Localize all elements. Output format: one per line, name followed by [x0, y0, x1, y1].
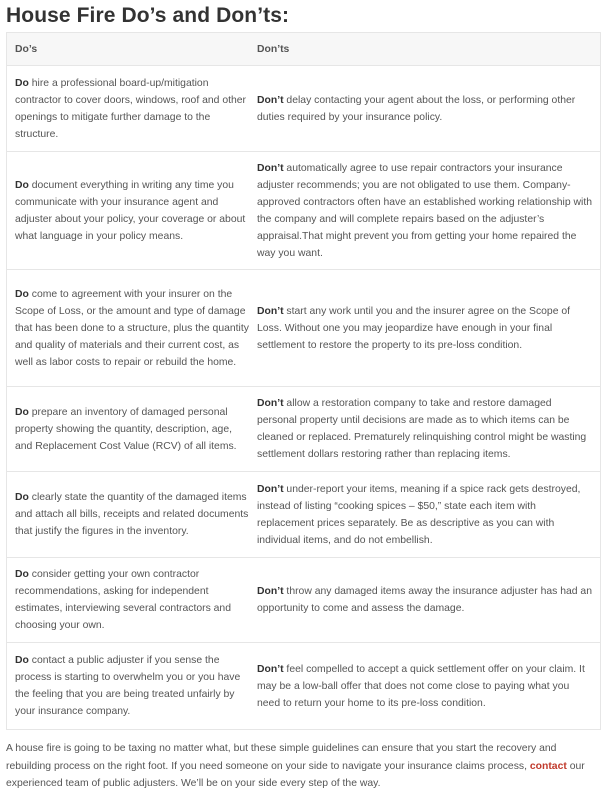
do-keyword: Do	[15, 179, 29, 191]
do-keyword: Do	[15, 492, 29, 503]
page-title: House Fire Do’s and Don’ts:	[6, 4, 290, 27]
dont-keyword: Don’t	[257, 663, 284, 675]
do-text: consider getting your own contractor recommendations, asking for independent estimates, interviewing several contractors and choosing your own.	[15, 569, 231, 631]
footer-text-before: A house fire is going to be taxing no matter what, but these simple guidelines can ensure that you start the recovery and rebuilding process on the right foot. If you need someone on your side to navigate your insurance claims process,	[6, 743, 557, 772]
dos-donts-table	[6, 32, 601, 730]
dont-text: delay contacting your agent about the loss, or performing other duties required by your insurance policy.	[257, 94, 576, 123]
dont-text: throw any damaged items away the insurance adjuster has had an opportunity to come and assess the damage.	[257, 586, 592, 614]
closing-paragraph	[6, 740, 602, 793]
do-text: hire a professional board-up/mitigation contractor to cover doors, windows, roof and other openings to mitigate further damage to the structure.	[15, 77, 247, 140]
dont-cell	[249, 472, 600, 557]
do-keyword: Do	[15, 655, 29, 666]
dont-text: under-report your items, meaning if a spice rack gets destroyed, instead of listing “cooking spices – $50,” state each item with replacement prices separately. Be as descriptive as you can with individual items, and do not embellish.	[257, 483, 581, 546]
dont-cell	[249, 558, 600, 642]
dont-text: feel compelled to accept a quick settlement offer on your claim. It may be a low-ball offer that does not come close to paying what you need to return your home to its pre-loss condition.	[257, 663, 585, 709]
dont-text: automatically agree to use repair contractors your insurance adjuster recommends; you are not obligated to use them. Company-approved contractors often have an established working relationship with the company and will complete repairs based on the adjuster’s appraisal.That might prevent you from getting your home repaired the way you want.	[257, 162, 593, 259]
footer-text-after: our experienced team of public adjusters. We’ll be on your side every step of the way.	[6, 760, 585, 789]
contact-link[interactable]: contact	[529, 760, 567, 772]
do-cell	[7, 66, 249, 151]
table-row	[7, 66, 600, 152]
do-text: document everything in writing any time you communicate with your insurance agent and adjuster about your policy, your coverage or about what language in your policy means.	[15, 179, 246, 242]
do-text: clearly state the quantity of the damaged items and attach all bills, receipts and related documents that justify the figures in the inventory.	[15, 492, 249, 537]
dont-text: start any work until you and the insurer agree on the Scope of Loss. Without one you may jeopardize have enough in your final settlement to restore the property to its pre-loss condition.	[257, 305, 571, 351]
header-dos: Do’s	[15, 43, 38, 55]
dont-keyword: Don’t	[257, 162, 284, 174]
do-cell	[7, 558, 249, 642]
do-cell	[7, 643, 249, 729]
do-text: contact a public adjuster if you sense the process is starting to overwhelm you or you have the feeling that you are being treated unfairly by your insurance company.	[15, 655, 241, 717]
do-keyword: Do	[15, 406, 29, 418]
do-cell	[7, 152, 249, 269]
do-cell	[7, 270, 249, 386]
do-text: prepare an inventory of damaged personal property showing the quantity, description, age, and Replacement Cost Value (RCV) of all items.	[15, 406, 237, 452]
header-donts: Don’ts	[257, 43, 290, 55]
table-row	[7, 270, 600, 387]
do-cell	[7, 472, 249, 557]
table-row	[7, 643, 600, 729]
do-keyword: Do	[15, 77, 29, 89]
dont-keyword: Don’t	[257, 483, 284, 495]
do-text: come to agreement with your insurer on the Scope of Loss, or the amount and type of damage that has been done to a structure, plus the quantity and quality of materials and their current cost, as well as labor costs to repair or rebuild the home.	[15, 288, 249, 368]
table-row	[7, 472, 600, 558]
dont-cell	[249, 270, 600, 386]
dont-cell	[249, 643, 600, 729]
dont-keyword: Don’t	[257, 586, 284, 597]
do-keyword: Do	[15, 288, 29, 300]
do-cell	[7, 387, 249, 471]
dont-cell	[249, 152, 600, 269]
dont-keyword: Don’t	[257, 398, 284, 409]
dont-cell	[249, 387, 600, 471]
table-header-row	[7, 33, 600, 66]
dont-cell	[249, 66, 600, 151]
do-keyword: Do	[15, 569, 29, 580]
dont-text: allow a restoration company to take and restore damaged personal property until decisions are made as to which items can be cleaned or replaced. Prematurely relinquishing control might be wasting settlement dollars restoring rather than replacing items.	[257, 398, 587, 460]
dont-keyword: Don’t	[257, 94, 284, 106]
table-row	[7, 558, 600, 643]
table-row	[7, 152, 600, 270]
dont-keyword: Don’t	[257, 305, 284, 317]
table-row	[7, 387, 600, 472]
